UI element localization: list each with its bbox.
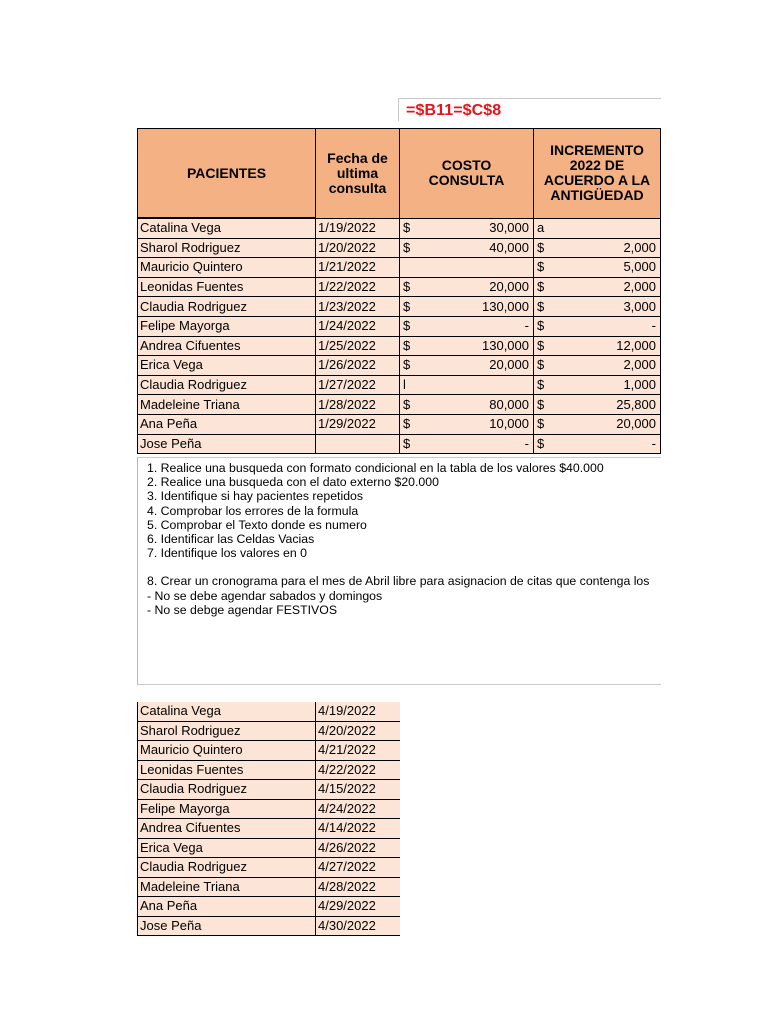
cell-cost[interactable]	[400, 395, 534, 415]
formula-bar[interactable]	[398, 98, 661, 121]
cell-date[interactable]: 1/25/2022	[316, 336, 400, 356]
schedule-row	[138, 741, 400, 761]
increment-value: -	[651, 435, 656, 451]
cell-name[interactable]: Catalina Vega	[138, 218, 316, 238]
instruction-line: - No se debge agendar FESTIVOS	[147, 602, 338, 617]
increment-value: 12,000	[616, 337, 656, 353]
instruction-line: 2. Realice una busqueda con el dato externo $20.000	[147, 475, 439, 490]
cost-symbol: l	[403, 377, 406, 393]
schedule-date[interactable]: 4/22/2022	[316, 760, 400, 780]
schedule-date[interactable]: 4/20/2022	[316, 721, 400, 741]
increment-value: 3,000	[623, 298, 656, 314]
cell-cost[interactable]	[400, 414, 534, 434]
cell-date[interactable]: 1/28/2022	[316, 395, 400, 415]
table-row	[138, 258, 661, 278]
cost-value: 80,000	[489, 396, 529, 412]
cell-cost[interactable]	[400, 218, 534, 238]
cell-date[interactable]: 1/26/2022	[316, 356, 400, 376]
table-row	[138, 434, 661, 454]
cell-increment[interactable]	[534, 395, 661, 415]
cell-name[interactable]: Erica Vega	[138, 356, 316, 376]
schedule-name[interactable]: Claudia Rodriguez	[138, 780, 316, 800]
table-row	[138, 375, 661, 395]
increment-symbol: $	[537, 416, 545, 432]
cost-symbol: $	[403, 357, 411, 373]
cost-symbol: $	[403, 396, 411, 412]
header-incremento[interactable]: INCREMENTO 2022 DE ACUERDO A LA ANTIGÜEDAD	[534, 129, 661, 219]
cell-date[interactable]: 1/21/2022	[316, 258, 400, 278]
cost-symbol: $	[403, 318, 411, 334]
increment-symbol: $	[537, 396, 545, 412]
schedule-row	[138, 877, 400, 897]
increment-value: 2,000	[623, 357, 656, 373]
cost-symbol: $	[403, 279, 411, 295]
schedule-date[interactable]: 4/28/2022	[316, 877, 400, 897]
instruction-line: 8. Crear un cronograma para el mes de Abril libre para asignacion de citas que contenga los	[147, 574, 650, 589]
increment-symbol: $	[537, 318, 545, 334]
table-row	[138, 297, 661, 317]
cell-name[interactable]: Leonidas Fuentes	[138, 277, 316, 297]
increment-symbol: a	[537, 220, 545, 236]
instruction-line: 3. Identifique si hay pacientes repetidos	[147, 489, 364, 504]
schedule-row	[138, 760, 400, 780]
cell-increment[interactable]	[534, 218, 661, 238]
instructions-box[interactable]	[137, 457, 661, 685]
schedule-date[interactable]: 4/29/2022	[316, 897, 400, 917]
cell-date[interactable]: 1/22/2022	[316, 277, 400, 297]
schedule-date[interactable]: 4/15/2022	[316, 780, 400, 800]
cell-cost[interactable]	[400, 375, 534, 395]
cell-name[interactable]: Jose Peña	[138, 434, 316, 454]
increment-symbol: $	[537, 239, 545, 255]
blank-line	[138, 560, 661, 574]
schedule-name[interactable]: Andrea Cifuentes	[138, 819, 316, 839]
schedule-name[interactable]: Erica Vega	[138, 838, 316, 858]
cell-name[interactable]: Andrea Cifuentes	[138, 336, 316, 356]
cost-value: 20,000	[489, 279, 529, 295]
increment-value: -	[651, 318, 656, 334]
cell-name[interactable]: Mauricio Quintero	[138, 258, 316, 278]
cell-cost[interactable]	[400, 316, 534, 336]
cell-increment[interactable]	[534, 356, 661, 376]
instruction-line: 4. Comprobar los errores de la formula	[147, 503, 359, 518]
cell-increment[interactable]	[534, 316, 661, 336]
cell-name[interactable]: Sharol Rodriguez	[138, 238, 316, 258]
increment-value: 1,000	[623, 377, 656, 393]
cell-date[interactable]: 1/24/2022	[316, 316, 400, 336]
cost-value	[529, 376, 531, 394]
schedule-row	[138, 799, 400, 819]
cost-value: 40,000	[489, 239, 529, 255]
cost-value: -	[524, 435, 529, 451]
cell-cost[interactable]	[400, 297, 534, 317]
cost-value: 130,000	[482, 337, 529, 353]
table-row	[138, 336, 661, 356]
cost-symbol: $	[403, 337, 411, 353]
instruction-line: 1. Realice una busqueda con formato condicional en la tabla de los valores $40.000	[147, 461, 604, 475]
table-row	[138, 218, 661, 238]
increment-symbol: $	[537, 337, 545, 353]
schedule-date[interactable]: 4/30/2022	[316, 916, 400, 936]
schedule-row	[138, 916, 400, 936]
schedule-row	[138, 858, 400, 878]
schedule-date[interactable]: 4/27/2022	[316, 858, 400, 878]
schedule-name[interactable]: Mauricio Quintero	[138, 741, 316, 761]
increment-value	[656, 219, 658, 237]
cost-symbol: $	[403, 298, 411, 314]
schedule-date[interactable]: 4/26/2022	[316, 838, 400, 858]
schedule-name[interactable]: Claudia Rodriguez	[138, 858, 316, 878]
cell-cost[interactable]	[400, 434, 534, 454]
cost-value: 20,000	[489, 357, 529, 373]
schedule-row	[138, 702, 400, 721]
cell-increment[interactable]	[534, 434, 661, 454]
cell-increment[interactable]	[534, 297, 661, 317]
schedule-name[interactable]: Felipe Mayorga	[138, 799, 316, 819]
cell-name[interactable]: Claudia Rodriguez	[138, 375, 316, 395]
cell-increment[interactable]	[534, 414, 661, 434]
schedule-name[interactable]: Leonidas Fuentes	[138, 760, 316, 780]
cell-cost[interactable]	[400, 238, 534, 258]
cell-cost[interactable]	[400, 277, 534, 297]
schedule-row	[138, 819, 400, 839]
patients-table	[137, 128, 661, 454]
cell-name[interactable]: Claudia Rodriguez	[138, 297, 316, 317]
cell-cost[interactable]	[400, 336, 534, 356]
header-costo[interactable]: COSTO CONSULTA	[400, 129, 534, 219]
schedule-row	[138, 780, 400, 800]
increment-symbol: $	[537, 259, 545, 275]
instruction-line: 5. Comprobar el Texto donde es numero	[147, 517, 367, 532]
schedule-row	[138, 897, 400, 917]
cost-symbol: $	[403, 435, 411, 451]
schedule-row	[138, 721, 400, 741]
cell-cost[interactable]	[400, 356, 534, 376]
cost-value: 130,000	[482, 298, 529, 314]
table-row	[138, 238, 661, 258]
header-fecha[interactable]: Fecha de ultima consulta	[316, 129, 400, 219]
cell-date[interactable]: 1/27/2022	[316, 375, 400, 395]
cell-date[interactable]: 1/19/2022	[316, 218, 400, 238]
cost-value: 10,000	[489, 416, 529, 432]
instruction-line: - No se debe agendar sabados y domingos	[147, 588, 383, 603]
increment-value: 20,000	[616, 416, 656, 432]
schedule-name[interactable]: Madeleine Triana	[138, 877, 316, 897]
formula-text: =$B11=$C$8	[406, 102, 502, 119]
table-row	[138, 414, 661, 434]
cell-increment[interactable]	[534, 375, 661, 395]
increment-value: 2,000	[623, 279, 656, 295]
increment-value: 5,000	[623, 259, 656, 275]
cell-increment[interactable]	[534, 277, 661, 297]
increment-symbol: $	[537, 357, 545, 373]
cell-name[interactable]: Ana Peña	[138, 414, 316, 434]
instruction-line: 6. Identificar las Celdas Vacias	[147, 532, 315, 547]
cell-increment[interactable]	[534, 336, 661, 356]
increment-value: 2,000	[623, 239, 656, 255]
cell-increment[interactable]	[534, 258, 661, 278]
cell-date[interactable]: 1/20/2022	[316, 238, 400, 258]
schedule-table	[137, 702, 400, 936]
table-row	[138, 395, 661, 415]
increment-symbol: $	[537, 279, 545, 295]
increment-symbol: $	[537, 377, 545, 393]
cell-date[interactable]	[316, 434, 400, 454]
increment-symbol: $	[537, 435, 545, 451]
instruction-line: 7. Identifique los valores en 0	[147, 546, 307, 561]
cell-name[interactable]: Madeleine Triana	[138, 395, 316, 415]
cell-name[interactable]: Felipe Mayorga	[138, 316, 316, 336]
table-row	[138, 316, 661, 336]
schedule-name[interactable]: Catalina Vega	[138, 702, 316, 721]
schedule-name[interactable]: Jose Peña	[138, 916, 316, 936]
cost-value: 30,000	[489, 220, 529, 236]
schedule-date[interactable]: 4/14/2022	[316, 819, 400, 839]
cell-cost[interactable]	[400, 258, 534, 278]
header-pacientes[interactable]: PACIENTES	[138, 129, 316, 219]
cost-symbol: $	[403, 239, 411, 255]
cost-value: -	[524, 318, 529, 334]
increment-value: 25,800	[616, 396, 656, 412]
schedule-date[interactable]: 4/24/2022	[316, 799, 400, 819]
table-row	[138, 356, 661, 376]
cell-date[interactable]: 1/23/2022	[316, 297, 400, 317]
header-row	[138, 129, 661, 219]
table-row	[138, 277, 661, 297]
increment-symbol: $	[537, 298, 545, 314]
schedule-date[interactable]: 4/21/2022	[316, 741, 400, 761]
cell-increment[interactable]	[534, 238, 661, 258]
schedule-name[interactable]: Ana Peña	[138, 897, 316, 917]
schedule-name[interactable]: Sharol Rodriguez	[138, 721, 316, 741]
schedule-row	[138, 838, 400, 858]
cost-symbol: $	[403, 220, 411, 236]
schedule-date[interactable]: 4/19/2022	[316, 702, 400, 721]
cost-symbol: $	[403, 416, 411, 432]
cell-date[interactable]: 1/29/2022	[316, 414, 400, 434]
